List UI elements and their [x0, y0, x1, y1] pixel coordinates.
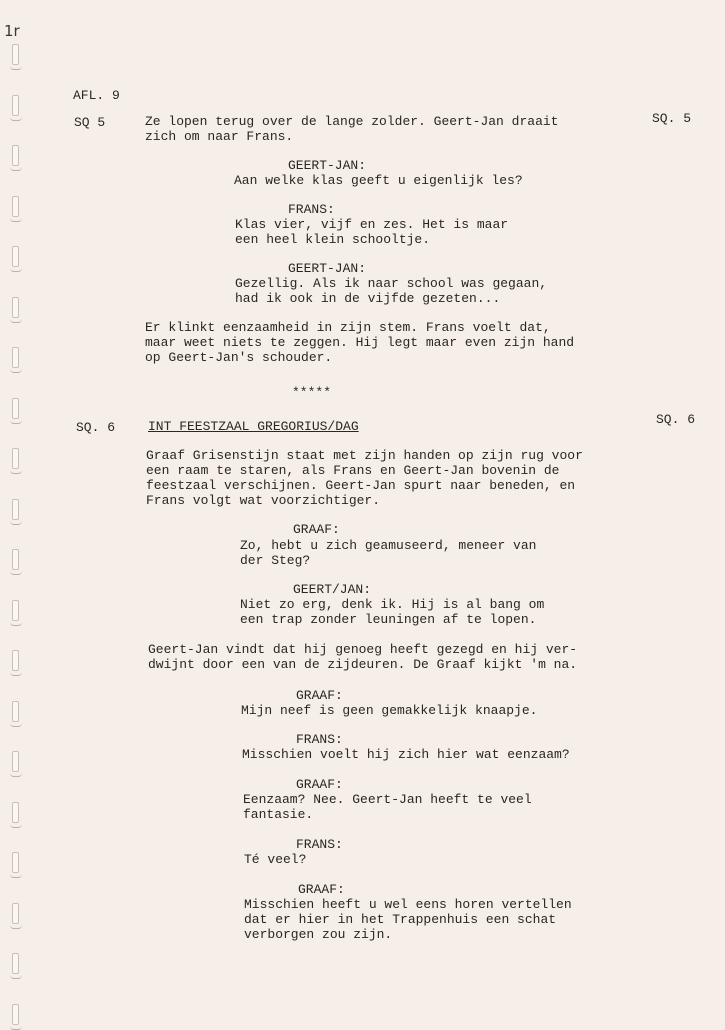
seq6-label-left: SQ. 6 [76, 420, 116, 435]
episode-label: AFL. 9 [73, 88, 120, 103]
seq6-dialogue-6: Té veel? [244, 852, 307, 867]
seq6-speaker-3: GRAAF: [296, 688, 343, 703]
seq6-dialogue-2: Niet zo erg, denk ik. Hij is al bang om een trap zonder leuningen af te lopen. [240, 597, 545, 627]
seq5-dialogue-1: Aan welke klas geeft u eigenlijk les? [234, 173, 523, 188]
binder-hole [8, 145, 26, 171]
seq5-speaker-1: GEERT-JAN: [288, 158, 367, 173]
binder-hole [8, 549, 26, 575]
seq6-action-2: Geert-Jan vindt dat hij genoeg heeft gezegd en hij ver- dwijnt door een van de zijdeuren. De Graaf kijkt 'm na. [148, 642, 578, 672]
seq6-speaker-2: GEERT/JAN: [293, 582, 372, 597]
seq6-speaker-6: FRANS: [296, 837, 343, 852]
seq6-scene-heading: INT FEESTZAAL GREGORIUS/DAG [148, 419, 359, 434]
seq6-dialogue-7: Misschien heeft u wel eens horen vertellen dat er hier in het Trappenhuis een schat verborgen zou zijn. [244, 897, 572, 942]
margin-note: 1r [4, 22, 20, 40]
seq6-dialogue-5: Eenzaam? Nee. Geert-Jan heeft te veel fantasie. [243, 792, 532, 822]
binder-holes [8, 44, 28, 1024]
binder-hole [8, 903, 26, 929]
seq6-dialogue-1: Zo, hebt u zich geamuseerd, meneer van der Steg? [240, 538, 537, 568]
seq5-dialogue-2: Klas vier, vijf en zes. Het is maar een heel klein schooltje. [235, 217, 509, 247]
seq6-speaker-7: GRAAF: [298, 882, 345, 897]
binder-hole [8, 852, 26, 878]
binder-hole [8, 246, 26, 272]
seq6-speaker-5: GRAAF: [296, 777, 343, 792]
binder-hole [8, 953, 26, 979]
binder-hole [8, 600, 26, 626]
binder-hole [8, 347, 26, 373]
seq6-speaker-4: FRANS: [296, 732, 343, 747]
scene-separator: ***** [292, 385, 332, 400]
seq5-label-right: SQ. 5 [652, 111, 692, 126]
binder-hole [8, 95, 26, 121]
seq5-speaker-3: GEERT-JAN: [288, 261, 367, 276]
seq6-speaker-1: GRAAF: [293, 522, 340, 537]
seq5-action-2: Er klinkt eenzaamheid in zijn stem. Frans voelt dat, maar weet niets te zeggen. Hij legt maar even zijn hand op Geert-Jan's schouder. [145, 320, 575, 365]
binder-hole [8, 751, 26, 777]
binder-hole [8, 297, 26, 323]
binder-hole [8, 701, 26, 727]
seq6-label-right: SQ. 6 [656, 412, 696, 427]
seq5-label-left: SQ 5 [74, 115, 106, 130]
binder-hole [8, 650, 26, 676]
binder-hole [8, 802, 26, 828]
seq6-action: Graaf Grisenstijn staat met zijn handen op zijn rug voor een raam te staren, als Frans en Geert-Jan bovenin de feestzaal verschijnen. Geert-Jan spurt naar beneden, en Frans volgt wat voorzichtiger. [146, 448, 583, 508]
seq5-speaker-2: FRANS: [288, 202, 335, 217]
seq5-dialogue-3: Gezellig. Als ik naar school was gegaan, had ik ook in de vijfde gezeten... [235, 276, 548, 306]
binder-hole [8, 196, 26, 222]
binder-hole [8, 448, 26, 474]
binder-hole [8, 499, 26, 525]
binder-hole [8, 1004, 26, 1030]
binder-hole [8, 44, 26, 70]
seq6-dialogue-3: Mijn neef is geen gemakkelijk knaapje. [241, 703, 538, 718]
binder-hole [8, 398, 26, 424]
seq6-dialogue-4: Misschien voelt hij zich hier wat eenzaam? [242, 747, 570, 762]
seq5-action: Ze lopen terug over de lange zolder. Geert-Jan draait zich om naar Frans. [145, 114, 559, 144]
